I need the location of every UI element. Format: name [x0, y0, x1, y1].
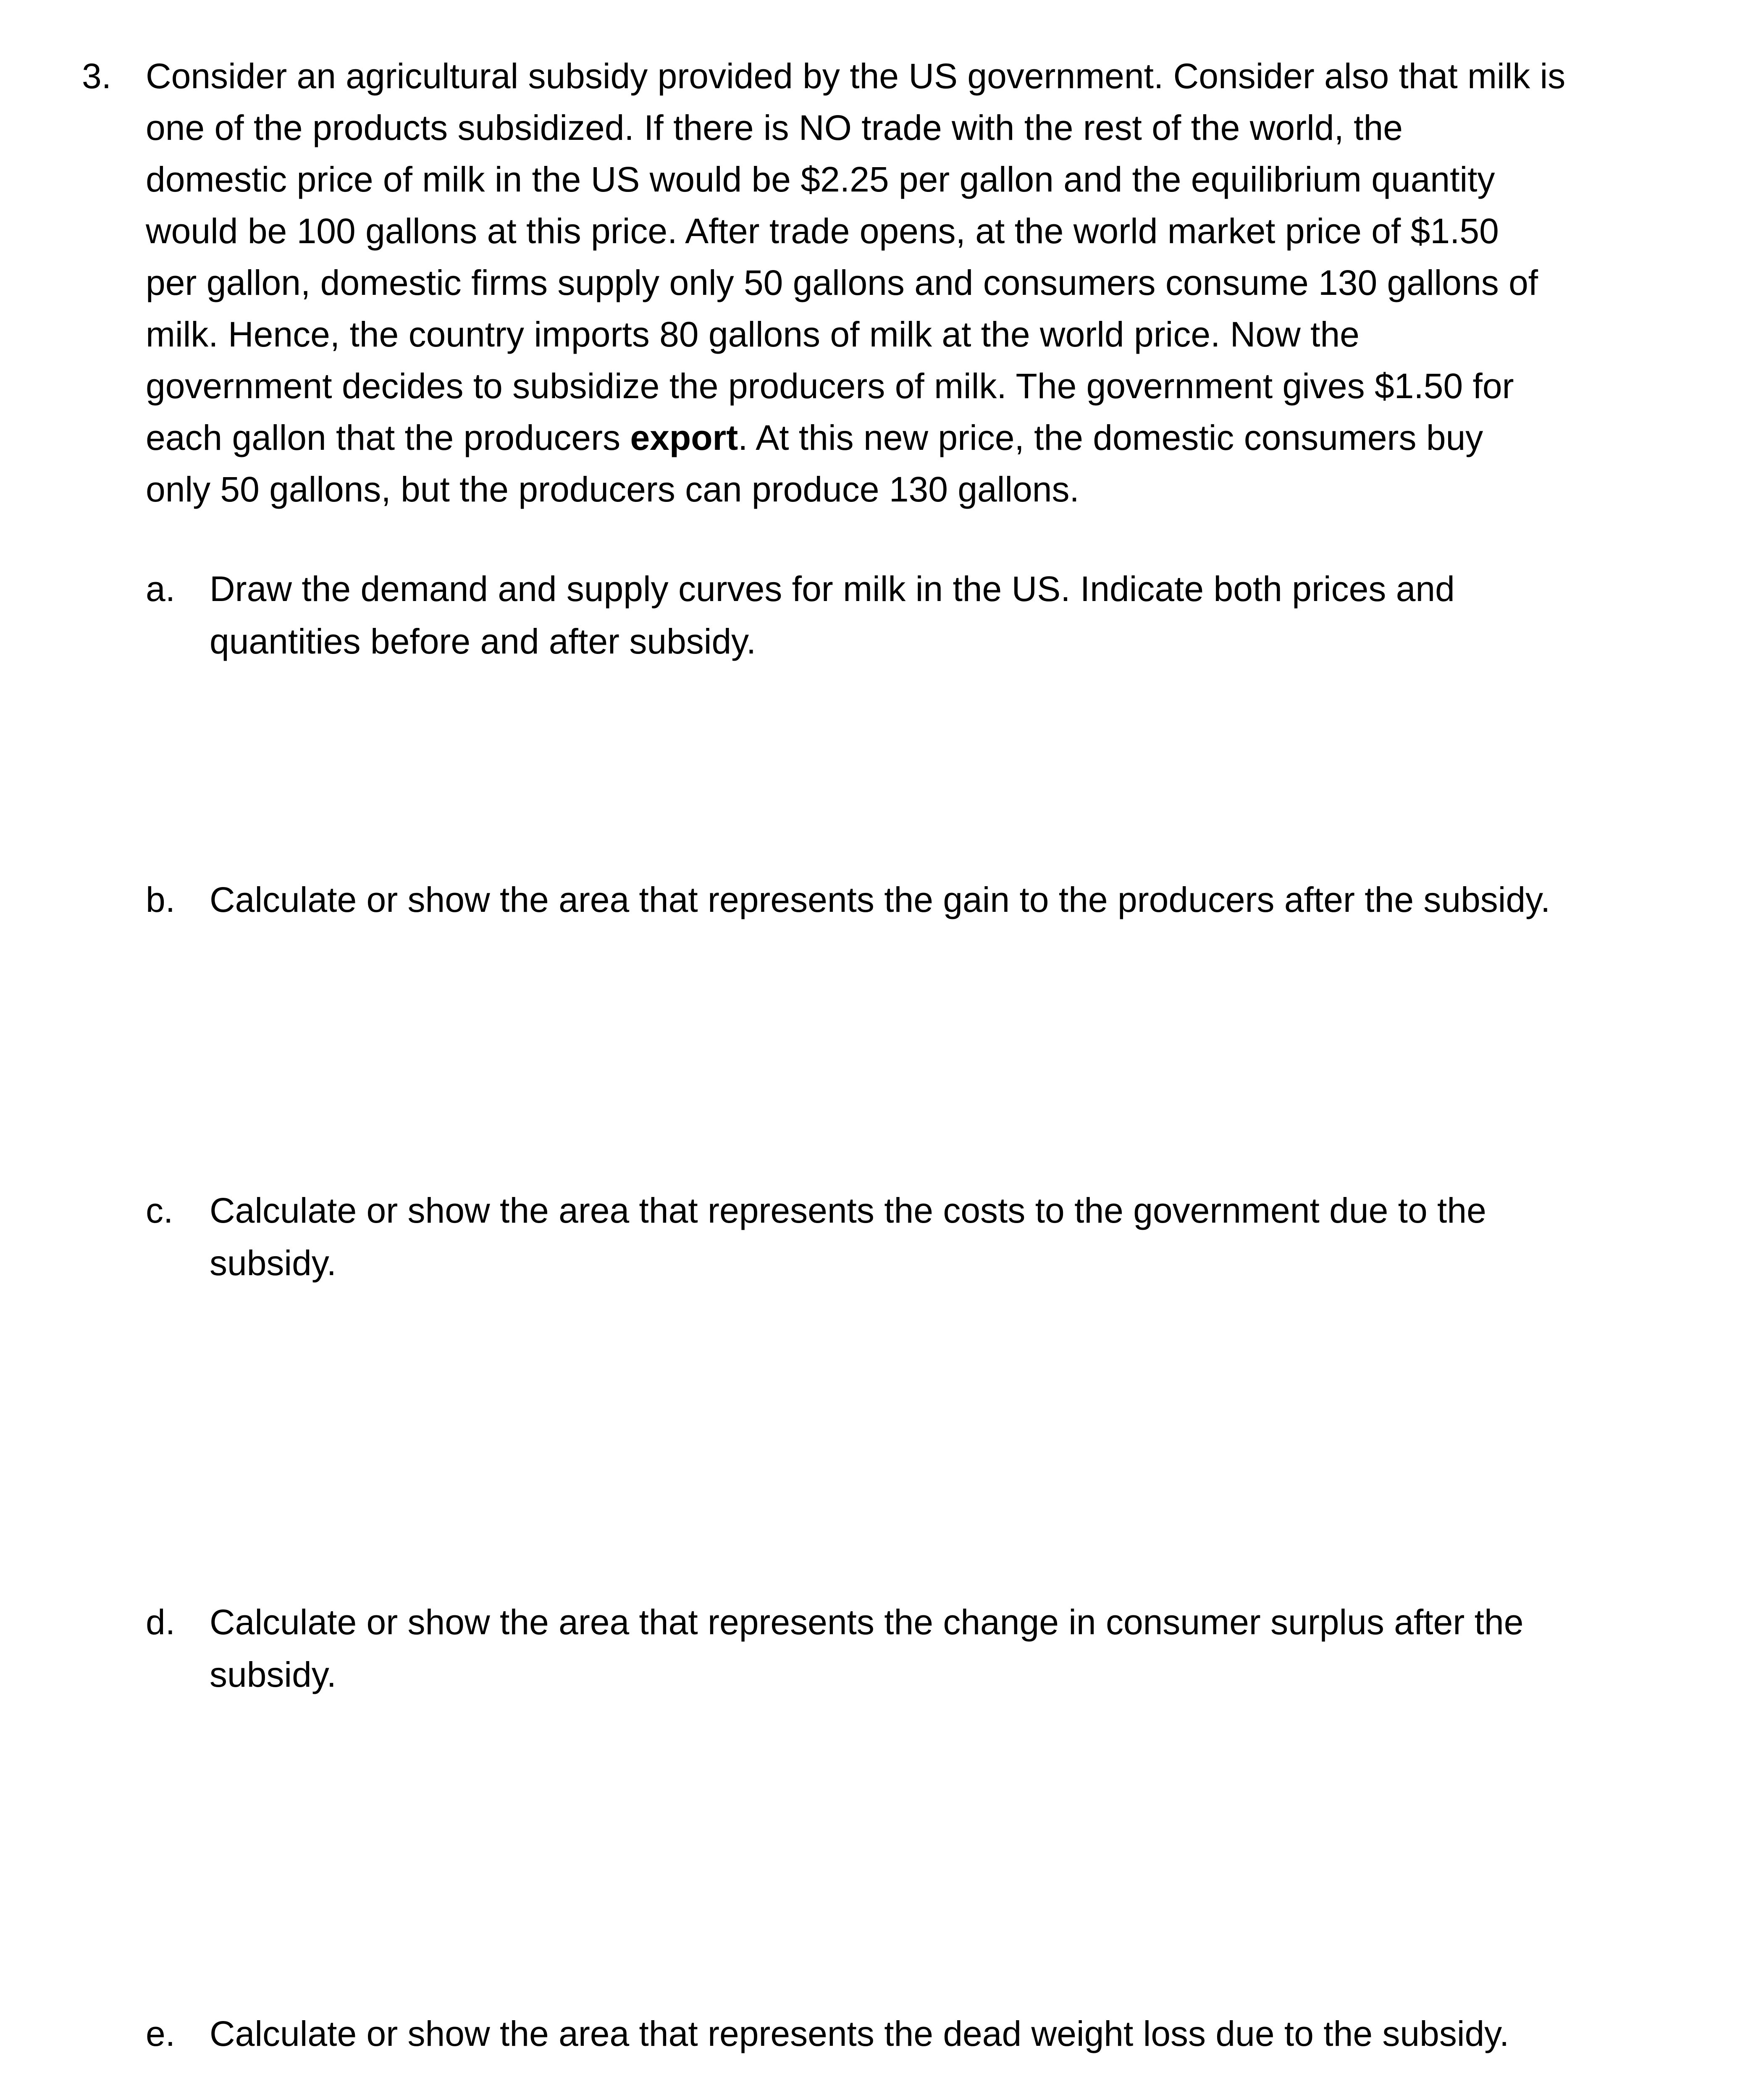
- part-text: [210, 563, 1717, 668]
- part-letter: d.: [146, 1602, 176, 1642]
- question-line: milk. Hence, the country imports 80 gallons of milk at the world price. Now the: [146, 315, 1359, 354]
- part-letter: b.: [146, 880, 176, 919]
- part-letter: c.: [146, 1191, 173, 1230]
- part-line: Calculate or show the area that represents the gain to the producers after the subsidy.: [210, 880, 1551, 919]
- part-text: [210, 874, 1717, 926]
- part-line: Draw the demand and supply curves for milk in the US. Indicate both prices and: [210, 569, 1455, 609]
- question-line-end: . At this new price, the domestic consumers buy: [738, 418, 1483, 457]
- question-number: 3.: [82, 56, 112, 96]
- question-line: domestic price of milk in the US would be $2.25 per gallon and the equilibrium quantity: [146, 160, 1495, 199]
- part-letter: e.: [146, 2014, 176, 2053]
- question-line: Consider an agricultural subsidy provided by the US government. Consider also that milk is: [146, 56, 1566, 96]
- question-line: per gallon, domestic firms supply only 50 gallons and consumers consume 130 gallons of: [146, 263, 1538, 302]
- part-line: Calculate or show the area that represents the change in consumer surplus after the: [210, 1602, 1524, 1642]
- bold-export-word: export: [630, 418, 738, 457]
- question-line: government decides to subsidize the producers of milk. The government gives $1.50 for: [146, 366, 1514, 406]
- question-line-export: [146, 412, 1700, 464]
- question-line-start: each gallon that the producers: [146, 418, 630, 457]
- question-line: one of the products subsidized. If there is NO trade with the rest of the world, the: [146, 108, 1403, 147]
- part-text: [210, 2008, 1717, 2060]
- part-line: Calculate or show the area that represents the dead weight loss due to the subsidy.: [210, 2014, 1509, 2053]
- part-letter: a.: [146, 569, 176, 609]
- part-line: subsidy.: [210, 1655, 336, 1694]
- question-line: would be 100 gallons at this price. After trade opens, at the world market price of $1.50: [146, 211, 1499, 251]
- question-text: [146, 50, 1700, 515]
- part-line: Calculate or show the area that represents the costs to the government due to the: [210, 1191, 1486, 1230]
- part-text: [210, 1184, 1717, 1289]
- question-line: only 50 gallons, but the producers can produce 130 gallons.: [146, 470, 1079, 509]
- part-line: subsidy.: [210, 1243, 336, 1283]
- part-line: quantities before and after subsidy.: [210, 622, 756, 661]
- part-text: [210, 1596, 1717, 1701]
